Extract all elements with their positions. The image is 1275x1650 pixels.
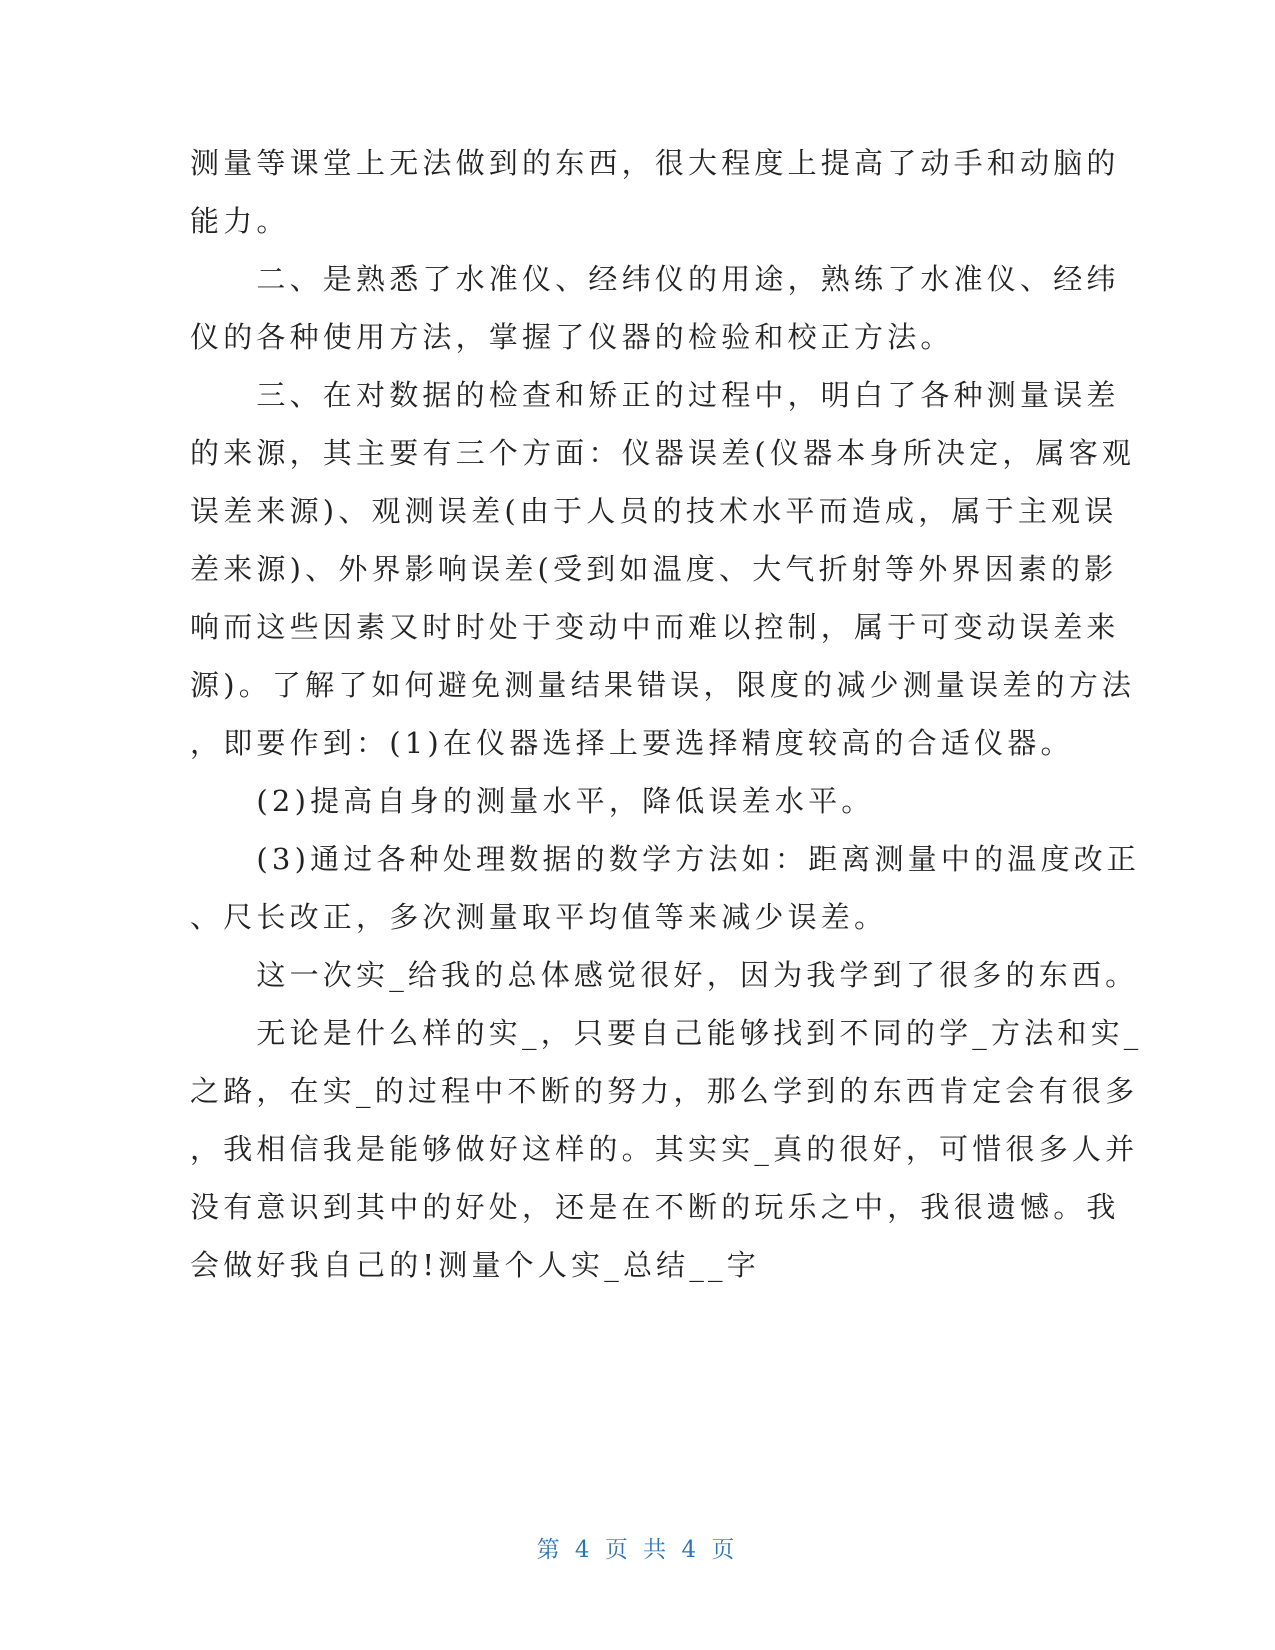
body-text-line: 、尺长改正，多次测量取平均值等来减少误差。 <box>190 900 888 934</box>
body-text-line: 源)。了解了如何避免测量结果错误，限度的减少测量误差的方法 <box>190 668 1136 702</box>
body-text-line: 无论是什么样的实_，只要自己能够找到不同的学_方法和实_ <box>190 1016 1143 1050</box>
body-text-line: 这一次实_给我的总体感觉很好，因为我学到了很多的东西。 <box>190 958 1139 992</box>
page-number-footer: 第 4 页 共 4 页 <box>536 1537 739 1563</box>
body-text-line: (2)提高自身的测量水平，降低误差水平。 <box>190 784 875 818</box>
body-text-line: 测量等课堂上无法做到的东西，很大程度上提高了动手和动脑的 <box>190 146 1120 180</box>
body-text-line: 差来源)、外界影响误差(受到如温度、大气折射等外界因素的影 <box>190 552 1118 586</box>
body-text-line: 误差来源)、观测误差(由于人员的技术水平而造成，属于主观误 <box>190 494 1118 528</box>
body-text-line: 仪的各种使用方法，掌握了仪器的检验和校正方法。 <box>190 320 954 354</box>
body-text-line: ，即要作到：(1)在仪器选择上要选择精度较高的合适仪器。 <box>190 726 1074 760</box>
body-text-line: (3)通过各种处理数据的数学方法如：距离测量中的温度改正 <box>190 842 1141 876</box>
body-text-line: 响而这些因素又时时处于变动中而难以控制，属于可变动误差来 <box>190 610 1120 644</box>
body-text-line: 之路，在实_的过程中不断的努力，那么学到的东西肯定会有很多 <box>190 1074 1139 1108</box>
body-text-line: 三、在对数据的检查和矫正的过程中，明白了各种测量误差 <box>190 378 1120 412</box>
body-text-line: 会做好我自己的!测量个人实_总结__字 <box>190 1248 760 1282</box>
body-text-line: 没有意识到其中的好处，还是在不断的玩乐之中，我很遗憾。我 <box>190 1190 1120 1224</box>
body-text-line: 能力。 <box>190 204 290 238</box>
body-text-line: 的来源，其主要有三个方面：仪器误差(仪器本身所决定，属客观 <box>190 436 1136 470</box>
body-text-line: ，我相信我是能够做好这样的。其实实_真的很好，可惜很多人并 <box>190 1132 1139 1166</box>
body-text-line: 二、是熟悉了水准仪、经纬仪的用途，熟练了水准仪、经纬 <box>190 262 1120 296</box>
